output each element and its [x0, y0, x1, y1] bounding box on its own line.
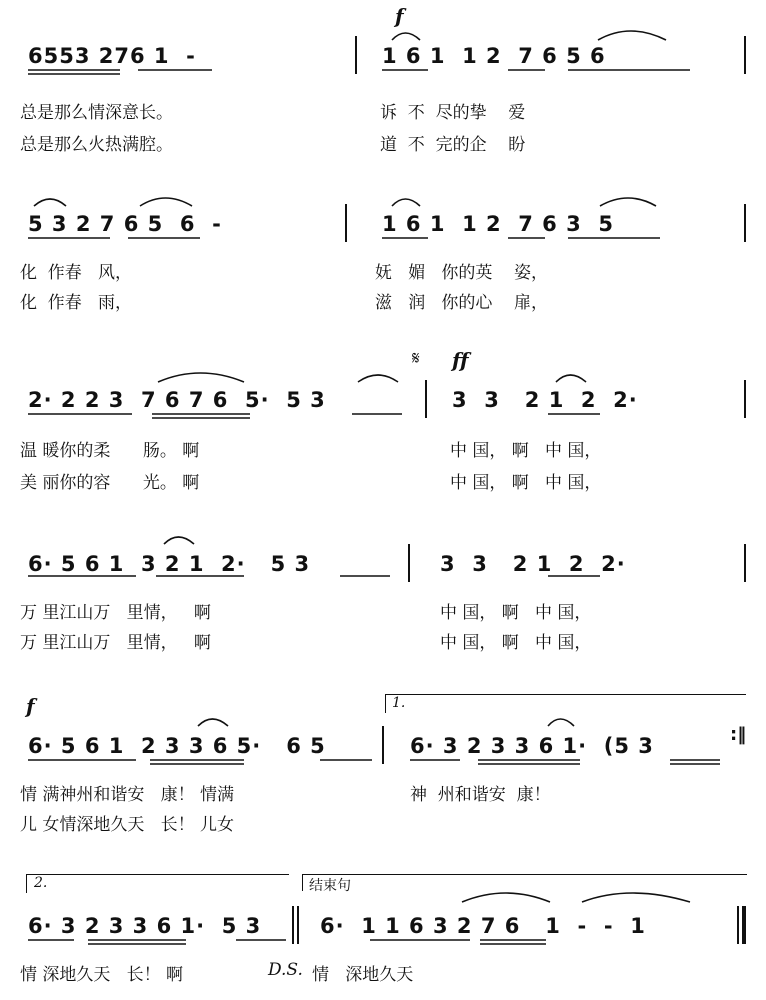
lyric-row4-verse2-b: 中 国， 啊 中 国， [440, 633, 592, 653]
segno-icon: 𝄋 [412, 348, 420, 369]
lyric-row4-verse1-a: 万 里江山万 里情， 啊 [20, 603, 211, 623]
lyric-row2-verse1-b: 妩 媚 你的英 姿， [375, 263, 549, 283]
lyric-row2-verse2-a: 化 作春 雨， [20, 293, 133, 313]
dal-segno-mark: D.S. [268, 960, 303, 980]
lyric-row3-verse2-b: 中 国， 啊 中 国， [450, 473, 602, 493]
notes-row6-a: 6· 3 2 3 3 6 1· 5 3 [28, 914, 262, 938]
notes-row1-a: 6553 276 1 - [28, 44, 196, 68]
ending-section-label: 结束句 [302, 874, 747, 891]
notes-row6-b: 6· 1 1 6 3 2 7 6 1 - - 1 [320, 914, 646, 938]
dynamic-fortissimo: ff [452, 348, 469, 372]
lyric-row4-verse2-a: 万 里江山万 里情， 啊 [20, 633, 211, 653]
lyric-row4-verse1-b: 中 国， 啊 中 国， [440, 603, 592, 623]
lyric-row1-verse1-b: 诉 不 尽的挚 爱 [380, 103, 526, 123]
lyric-row5-verse1-a: 情 满神州和谐安 康！ 情满 [20, 785, 235, 805]
notes-row2-b: 1 6 1 1 2 7 6 3 5 [382, 212, 614, 236]
lyric-row6-verse1-b: 情 深地久天 [312, 965, 414, 985]
dynamic-forte: f [26, 694, 35, 718]
notes-row5-b: 6· 3 2 3 3 6 1· (5 3 [410, 734, 654, 758]
lyric-row6-verse1-a: 情 深地久天 长！ 啊 [20, 965, 184, 985]
lyric-row1-verse1-a: 总是那么情深意长。 [20, 103, 173, 123]
volta-second-label: 2. [34, 875, 48, 891]
notes-row3-a: 2· 2 2 3 7 6 7 6 5· 5 3 [28, 388, 326, 412]
repeat-end-icon: :‖ [730, 724, 747, 745]
lyric-row1-verse2-b: 道 不 完的企 盼 [380, 135, 526, 155]
dynamic-forte: f [395, 4, 404, 28]
lyric-row2-verse2-b: 滋 润 你的心 扉， [375, 293, 549, 313]
notes-row3-b: 3 3 2 1 2 2· [452, 388, 638, 412]
lyric-row1-verse2-a: 总是那么火热满腔。 [20, 135, 173, 155]
lyric-row3-verse2-a: 美 丽你的容 光。 啊 [20, 473, 200, 493]
notes-row2-a: 5 3 2 7 6 5 6 - [28, 212, 222, 236]
notes-row1-b: 1 6 1 1 2 7 6 5 6 [382, 44, 606, 68]
notes-row4-b: 3 3 2 1 2 2· [440, 552, 626, 576]
lyric-row2-verse1-a: 化 作春 风， [20, 263, 133, 283]
notes-row5-a: 6· 5 6 1 2 3 3 6 5· 6 5 [28, 734, 326, 758]
lyric-row5-verse1-b: 神 州和谐安 康！ [410, 785, 551, 805]
volta-first-label: 1. [392, 695, 406, 711]
notes-row4-a: 6· 5 6 1 3 2 1 2· 5 3 [28, 552, 311, 576]
lyric-row3-verse1-a: 温 暖你的柔 肠。 啊 [20, 441, 200, 461]
lyric-row5-verse2-a: 儿 女情深地久天 长！ 儿女 [20, 815, 235, 835]
lyric-row3-verse1-b: 中 国， 啊 中 国， [450, 441, 602, 461]
